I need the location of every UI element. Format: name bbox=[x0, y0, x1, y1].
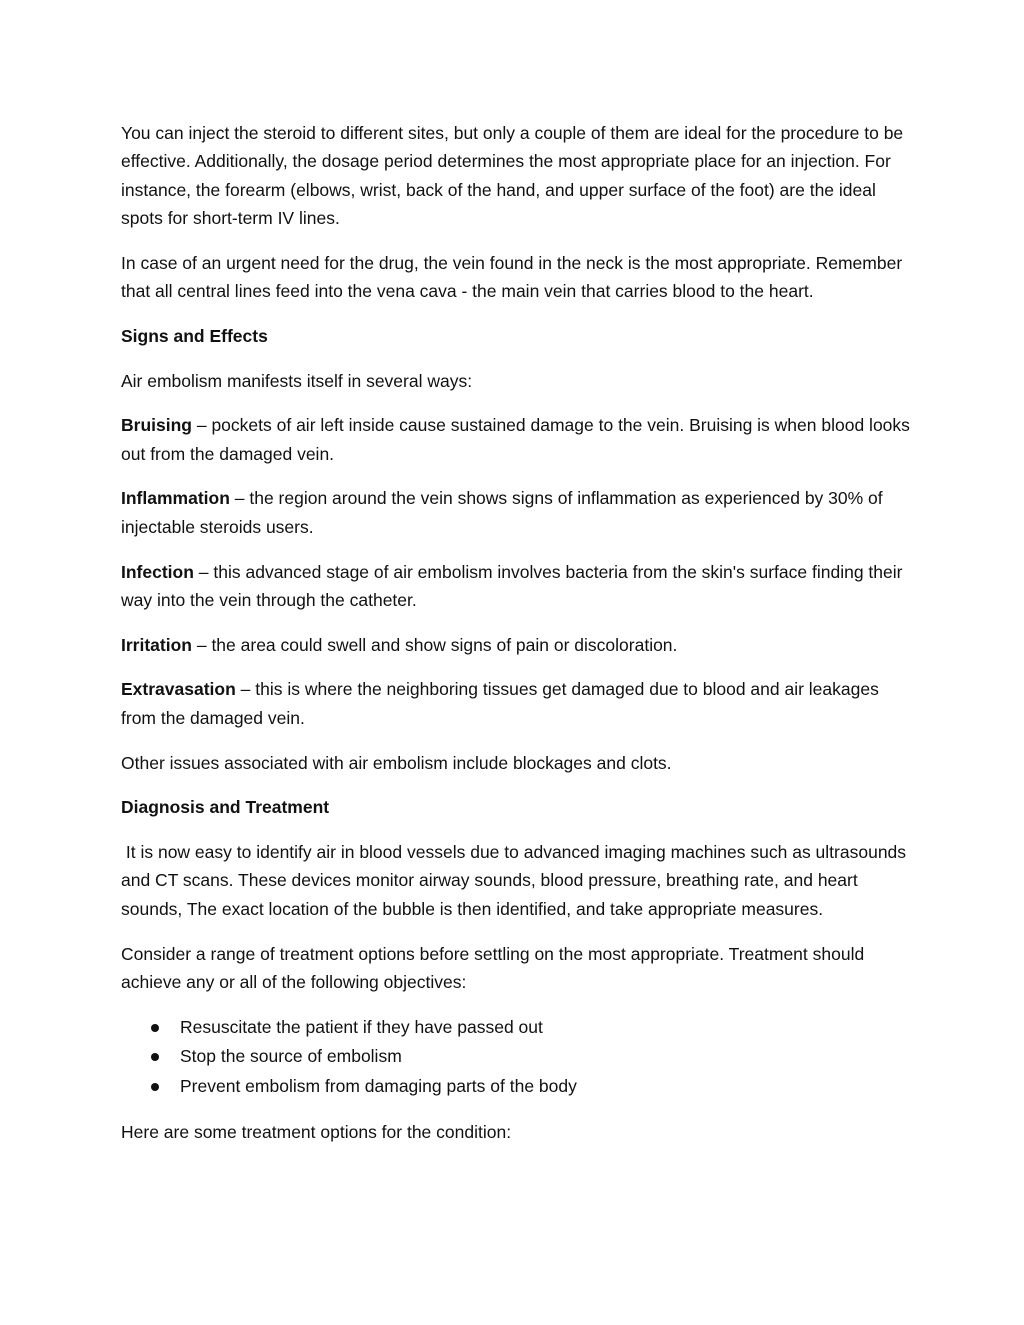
other-issues-paragraph: Other issues associated with air embolism include blockages and clots. bbox=[121, 752, 672, 773]
sign-item-extravasation bbox=[121, 675, 911, 732]
signs-intro: Air embolism manifests itself in several ways: bbox=[121, 370, 473, 391]
sign-description: – pockets of air left inside cause sustained damage to the vein. Bruising is when blood looks out from the damaged vein. bbox=[121, 415, 910, 464]
sign-term: Inflammation bbox=[121, 488, 230, 509]
bullet-icon bbox=[151, 1053, 159, 1061]
signs-heading: Signs and Effects bbox=[121, 325, 268, 346]
list-item bbox=[121, 1072, 911, 1102]
intro-paragraph: You can inject the steroid to different sites, but only a couple of them are ideal for the procedure to be effective. Additionally, the dosage period determines the most appropriate place for an injection. For instance, the forearm (elbows, wrist, back of the hand, and upper surface of the foot) are the ideal spots for short-term IV lines. bbox=[121, 123, 904, 228]
objectives-list bbox=[121, 1013, 911, 1102]
diagnosis-heading: Diagnosis and Treatment bbox=[121, 797, 330, 818]
document-page bbox=[121, 119, 911, 1163]
objective-text: Prevent embolism from damaging parts of the body bbox=[180, 1075, 577, 1096]
sign-description: – this is where the neighboring tissues get damaged due to blood and air leakages from the damaged vein. bbox=[121, 679, 879, 728]
sign-term: Bruising bbox=[121, 415, 192, 436]
treatment-paragraph: Consider a range of treatment options before settling on the most appropriate. Treatment should achieve any or all of the following objectives: bbox=[121, 943, 865, 992]
sign-term: Irritation bbox=[121, 634, 192, 655]
sign-description: – the region around the vein shows signs of inflammation as experienced by 30% of injectable steroids users. bbox=[121, 488, 883, 537]
list-item bbox=[121, 1013, 911, 1043]
sign-term: Infection bbox=[121, 561, 194, 582]
diagnosis-paragraph: It is now easy to identify air in blood vessels due to advanced imaging machines such as ultrasounds and CT scans. These devices monitor airway sounds, blood pressure, breathing rate, and heart sounds, The exact location of the bubble is then identified, and take appropriate measures. bbox=[121, 842, 911, 919]
sign-item-inflammation bbox=[121, 484, 911, 541]
bullet-icon bbox=[151, 1083, 159, 1091]
objective-text: Stop the source of embolism bbox=[180, 1046, 402, 1067]
sign-item-infection bbox=[121, 558, 911, 615]
sign-item-bruising bbox=[121, 411, 911, 468]
objective-text: Resuscitate the patient if they have passed out bbox=[180, 1016, 543, 1037]
sign-description: – the area could swell and show signs of pain or discoloration. bbox=[191, 634, 678, 655]
bullet-icon bbox=[151, 1024, 159, 1032]
urgent-paragraph: In case of an urgent need for the drug, the vein found in the neck is the most appropriate. Remember that all central lines feed into the vena cava - the main vein that carries blood to the heart. bbox=[121, 252, 903, 301]
list-item bbox=[121, 1042, 911, 1072]
sign-term: Extravasation bbox=[121, 679, 236, 700]
sign-description: – this advanced stage of air embolism involves bacteria from the skin's surface finding their way into the vein through the catheter. bbox=[121, 561, 903, 610]
sign-item-irritation bbox=[121, 631, 911, 659]
closing-paragraph: Here are some treatment options for the condition: bbox=[121, 1122, 512, 1143]
